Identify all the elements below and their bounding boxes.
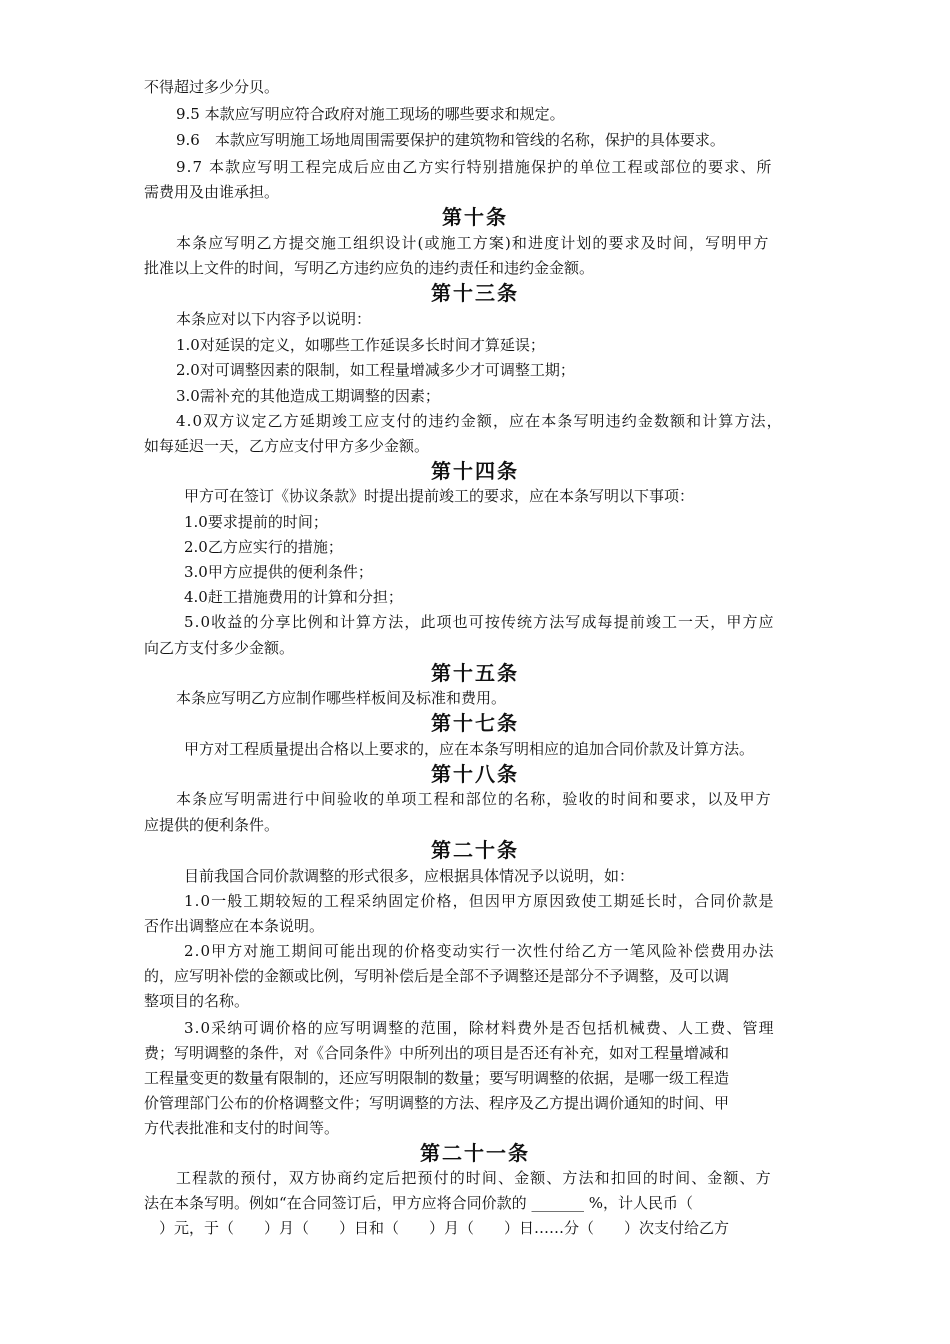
text-line: 本条应写明乙方提交施工组织设计(或施工方案)和进度计划的要求及时间，写明甲方 (176, 234, 770, 252)
text-line: 否作出调整应在本条说明。 (144, 917, 325, 935)
text-line: 1.0对延误的定义，如哪些工作延误多长时间才算延误； (176, 336, 545, 354)
text-line: 本条应写明乙方应制作哪些样板间及标准和费用。 (176, 689, 507, 707)
text-line: 整项目的名称。 (144, 992, 250, 1010)
text-line: 价管理部门公布的价格调整文件；写明调整的方法、程序及乙方提出调价通知的时间、甲 (144, 1094, 730, 1112)
text-line: 4.0赶工措施费用的计算和分担； (184, 588, 403, 606)
section-heading: 第十三条 (431, 281, 519, 305)
text-line: 本条应写明需进行中间验收的单项工程和部位的名称，验收的时间和要求，以及甲方 (176, 790, 772, 808)
text-line: 工程量变更的数量有限制的，还应写明限制的数量；要写明调整的依据，是哪一级工程造 (144, 1069, 730, 1087)
text-line: 甲方对工程质量提出合格以上要求的，应在本条写明相应的追加合同价款及计算方法。 (184, 740, 755, 758)
text-line: 批准以上文件的时间，写明乙方违约应负的违约责任和违约金金额。 (144, 259, 595, 277)
text-line: 应提供的便利条件。 (144, 816, 280, 834)
text-line: 的，应写明补偿的金额或比例，写明补偿后是全部不予调整还是部分不予调整，及可以调 (144, 967, 730, 985)
text-line: 本条应对以下内容予以说明： (176, 310, 372, 328)
text-line: 9.6 本款应写明施工场地周围需要保护的建筑物和管线的名称，保护的具体要求。 (176, 131, 725, 149)
section-heading: 第十五条 (431, 661, 519, 685)
text-line: 1.0要求提前的时间； (184, 513, 328, 531)
text-line: 3.0采纳可调价格的应写明调整的范围，除材料费外是否包括机械费、人工费、管理 (184, 1019, 775, 1037)
text-line: 4.0双方议定乙方延期竣工应支付的违约金额，应在本条写明违约金数额和计算方法， (176, 412, 783, 430)
text-line: 如每延迟一天，乙方应支付甲方多少金额。 (144, 437, 430, 455)
section-heading: 第十八条 (431, 762, 519, 786)
text-line: 3.0需补充的其他造成工期调整的因素； (176, 387, 440, 405)
text-line: 5.0收益的分享比例和计算方法，此项也可按传统方法写成每提前竣工一天，甲方应 (184, 613, 775, 631)
text-line: 需费用及由谁承担。 (144, 183, 280, 201)
text-line: 2.0甲方对施工期间可能出现的价格变动实行一次性付给乙方一笔风险补偿费用办法 (184, 942, 775, 960)
section-heading: 第二十一条 (420, 1141, 530, 1165)
text-line: 法在本条写明。例如“在合同签订后，甲方应将合同价款的 _______ %，计人民币（ (144, 1194, 693, 1212)
section-heading: 第二十条 (431, 838, 519, 862)
text-line: 费；写明调整的条件，对《合同条件》中所列出的项目是否还有补充，如对工程量增减和 (144, 1044, 730, 1062)
section-heading: 第十七条 (431, 711, 519, 735)
text-line: 9.5 本款应写明应符合政府对施工现场的哪些要求和规定。 (176, 105, 565, 123)
text-line: 2.0对可调整因素的限制，如工程量增减多少才可调整工期； (176, 361, 575, 379)
text-line: 目前我国合同价款调整的形式很多，应根据具体情况予以说明，如： (184, 867, 635, 885)
text-line: ）元，于（ ）月（ ）日和（ ）月（ ）日……分（ ）次支付给乙方 (144, 1219, 730, 1237)
text-line: 2.0乙方应实行的措施； (184, 538, 343, 556)
section-heading: 第十四条 (431, 459, 519, 483)
text-line: 不得超过多少分贝。 (144, 78, 280, 96)
text-line: 1.0一般工期较短的工程采纳固定价格，但因甲方原因致使工期延长时，合同价款是 (184, 892, 775, 910)
section-heading: 第十条 (442, 205, 508, 229)
text-line: 3.0甲方应提供的便利条件； (184, 563, 373, 581)
text-line: 向乙方支付多少金额。 (144, 639, 295, 657)
text-line: 9.7 本款应写明工程完成后应由乙方实行特别措施保护的单位工程或部位的要求、所 (176, 158, 773, 176)
text-line: 方代表批准和支付的时间等。 (144, 1119, 340, 1137)
text-line: 甲方可在签订《协议条款》时提出提前竣工的要求，应在本条写明以下事项： (184, 487, 695, 505)
text-line: 工程款的预付，双方协商约定后把预付的时间、金额、方法和扣回的时间、金额、方 (176, 1169, 772, 1187)
